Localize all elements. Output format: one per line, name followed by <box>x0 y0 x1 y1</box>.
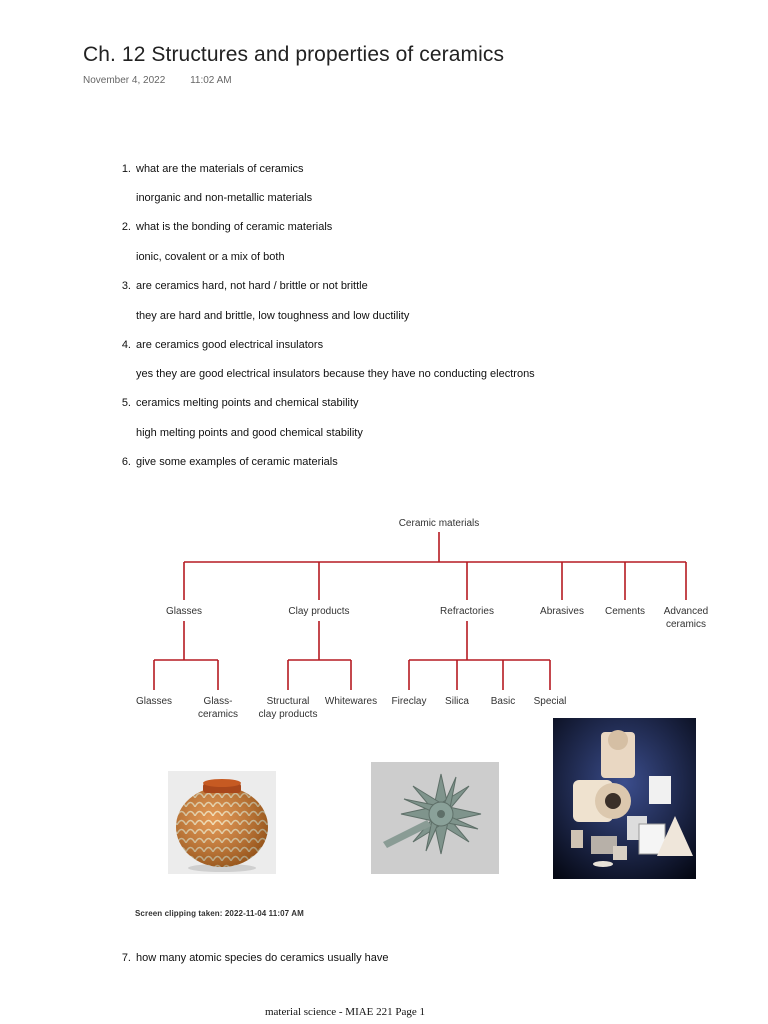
page-time: 11:02 AM <box>190 75 232 86</box>
tree-node-abrasives: Abrasives <box>540 606 584 617</box>
question-6: 6. give some examples of ceramic materials <box>121 456 338 468</box>
tree-leaf-special: Special <box>533 696 567 707</box>
question-4: 4. are ceramics good electrical insulators <box>121 339 324 351</box>
tree-leaf-silica: Silica <box>445 696 469 707</box>
question-1: 1. what are the materials of ceramics <box>121 163 304 175</box>
ceramic-rotor-image <box>371 762 499 874</box>
tree-leaf-whitewares: Whitewares <box>324 696 378 707</box>
page-date: November 4, 2022 <box>83 75 166 86</box>
page-title: Ch. 12 Structures and properties of ceramics <box>83 43 505 66</box>
answer-1: inorganic and non-metallic materials <box>136 192 313 204</box>
answer-5: high melting points and good chemical stability <box>136 427 363 439</box>
tree-leaf-clay-products: clay products <box>258 709 318 720</box>
tree-leaf-glasses: Glasses <box>135 696 173 707</box>
tree-node-advanced: Advanced <box>663 606 709 617</box>
answer-3: they are hard and brittle, low toughness and low ductility <box>136 310 410 322</box>
tree-root-label: Ceramic materials <box>398 518 480 529</box>
tree-node-clay-products: Clay products <box>288 606 350 617</box>
page-footer: material science - MIAE 221 Page 1 <box>264 1006 426 1018</box>
answer-4: yes they are good electrical insulators because they have no conducting electrons <box>136 368 535 380</box>
tree-leaf-structural: Structural <box>266 696 310 707</box>
tree-leaf-glass-ceramics: ceramics <box>197 709 239 720</box>
advanced-ceramics-image <box>553 718 696 879</box>
tree-node-cements: Cements <box>604 606 646 617</box>
tree-leaf-fireclay: Fireclay <box>391 696 427 707</box>
question-3: 3. are ceramics hard, not hard / brittle or not brittle <box>121 280 368 292</box>
screen-clipping-note: Screen clipping taken: 2022-11-04 11:07 AM <box>135 909 304 918</box>
question-5: 5. ceramics melting points and chemical stability <box>121 397 359 409</box>
question-2: 2. what is the bonding of ceramic materials <box>121 221 333 233</box>
answer-2: ionic, covalent or a mix of both <box>136 251 285 263</box>
tree-leaf-glass: Glass- <box>203 696 233 707</box>
page-meta <box>83 75 232 86</box>
tree-node-glasses: Glasses <box>165 606 203 617</box>
tree-node-advanced-ceramics: ceramics <box>665 619 707 630</box>
question-7: 7. how many atomic species do ceramics usually have <box>121 952 389 964</box>
tree-node-refractories: Refractories <box>440 606 494 617</box>
tree-leaf-basic: Basic <box>490 696 516 707</box>
ceramic-materials-tree-diagram <box>130 510 709 725</box>
ceramic-vase-image <box>168 771 276 874</box>
